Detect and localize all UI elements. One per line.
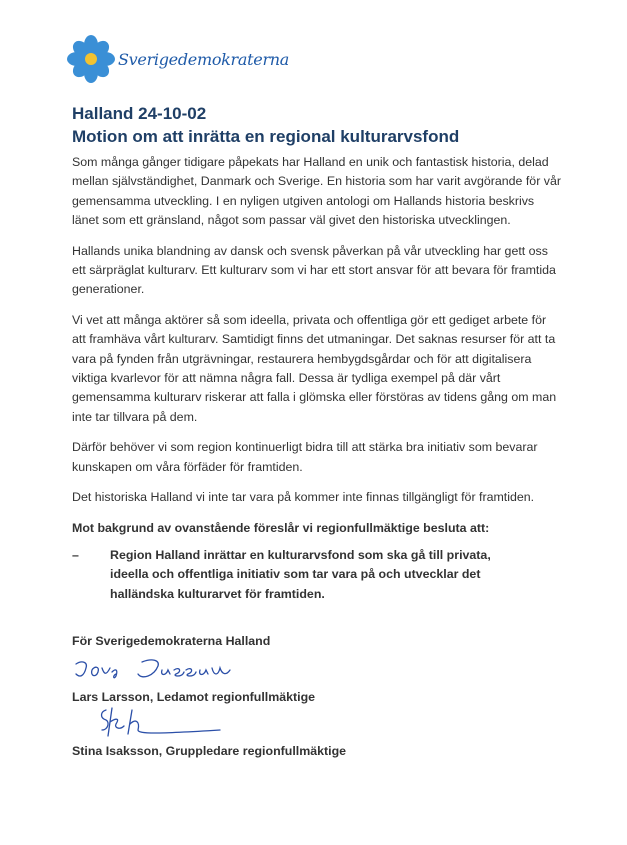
proposal-item [72,546,562,604]
body-paragraph: Hallands unika blandning av dansk och svensk påverkan på vår utveckling har gett oss ett särpräglat kulturarv. Ett kulturarv som vi har ett stort ansvar för att bevara för framtida generationer. [72,243,556,297]
handwritten-signature-icon [96,704,226,742]
signature-heading: För Sverigedemokraterna Halland [72,634,271,648]
proposal-text: Region Halland inrättar en kulturarvsfond som ska gå till privata, ideella och offentliga initiativ som tar vara på och utvecklar det halländska kulturarvet för framtiden. [110,547,491,601]
body-paragraph: Det historiska Halland vi inte tar vara på kommer inte finnas tillgängligt för framtiden. [72,490,535,505]
body-paragraph: Därför behöver vi som region kontinuerligt bidra till att stärka bra initiativ som bevarar kunskapen om våra förfäder för framtiden. [72,440,538,474]
party-logo [66,34,290,86]
document-title: Motion om att inrätta en regional kulturarvsfond [72,127,460,146]
handwritten-signature-icon [72,654,252,688]
body-paragraph: Vi vet att många aktörer så som ideella, privata och offentliga gör ett gediget arbete för att framhäva vårt kulturarv. Samtidigt finns det utmaningar. Det saknas resurser för att ta vara på fynden från utgrävningar, restaurera hembygdsgårdar och för att digitalisera viktiga kvarlevor för att nämna några fall. Dessa är tydliga exempel på där vårt gemensamma kulturarv riskerar att falla i glömska eller förstöras av tidens gång om man inte tar tillvara på dem. [72,312,557,424]
party-logo-text: Sverigedemokraterna [118,50,290,69]
anemone-flower-icon [66,34,116,84]
document-heading [72,102,459,148]
document-body [72,153,562,615]
signer-name-line: Lars Larsson, Ledamot regionfullmäktige [72,690,316,704]
date-line: Halland 24-10-02 [72,104,207,123]
signer-name-line: Stina Isaksson, Gruppledare regionfullmäktige [72,744,347,758]
proposal-bullet: – [72,547,79,562]
body-paragraph: Som många gånger tidigare påpekats har Halland en unik och fantastisk historia, delad mellan självständighet, Danmark och Sverige. En historia som har varit avgörande för vår gemensamma utveckling. I en nyligen utgiven antologi om Hallands historia beskrivs länet som ett gränsland, något som passar väl givet den historiska utvecklingen. [72,155,561,228]
proposal-intro: Mot bakgrund av ovanstående föreslår vi regionfullmäktige besluta att: [72,520,490,535]
